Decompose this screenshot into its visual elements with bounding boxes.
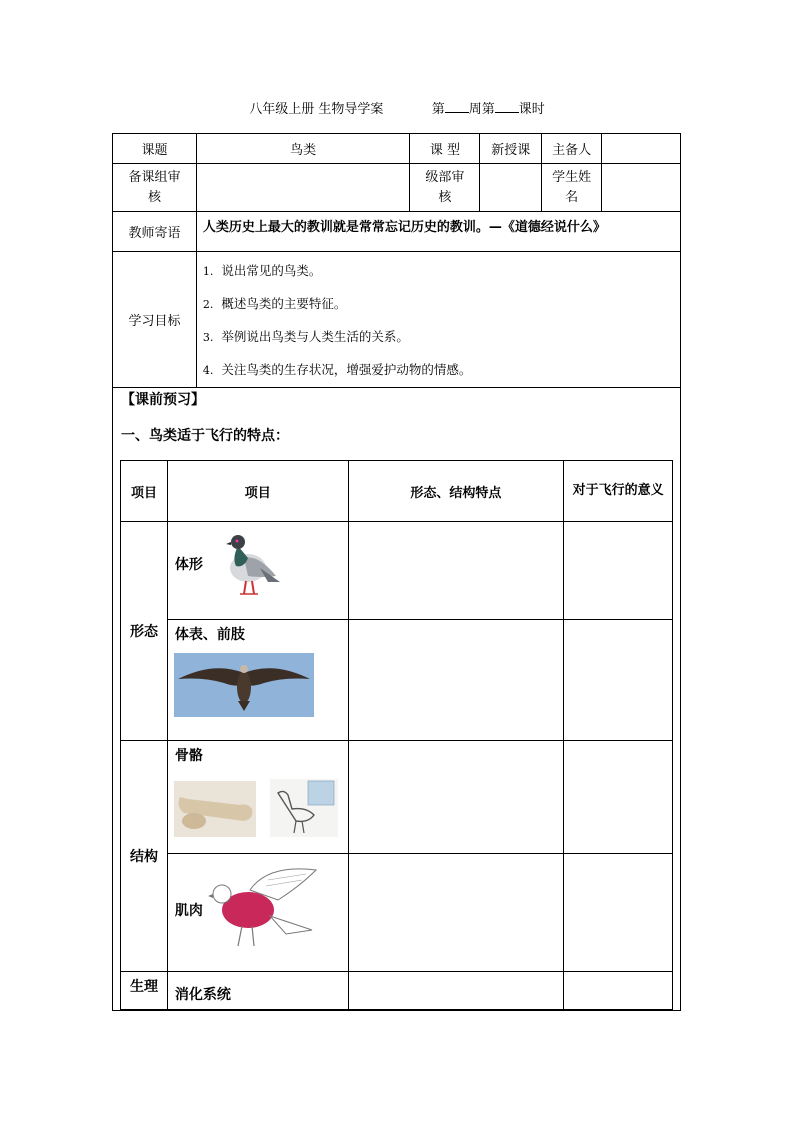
goal-item: 3. 举例说出鸟类与人类生活的关系。 xyxy=(202,328,409,344)
goal-item: 4. 关注鸟类的生存状况，增强爱护动物的情感。 xyxy=(202,361,472,377)
goals-cell xyxy=(196,252,680,388)
header-title: 八年级上册 生物导学案 xyxy=(249,102,384,117)
lesson-blank[interactable] xyxy=(495,100,519,113)
section-title: 【课前预习】 xyxy=(121,392,205,408)
muscle-diagram-icon xyxy=(208,860,320,952)
page-header xyxy=(0,98,794,117)
body-shape-features[interactable] xyxy=(348,522,564,620)
digestive-significance[interactable] xyxy=(564,972,673,1010)
goal-item: 2. 概述鸟类的主要特征。 xyxy=(202,295,347,311)
header-item-2: 项目 xyxy=(167,461,348,522)
topic-value: 鸟类 xyxy=(196,134,410,164)
lesson-info-table xyxy=(112,133,681,388)
category-physiology: 生理 xyxy=(121,972,168,1010)
review-label: 备课组审核 xyxy=(113,164,197,212)
student-field[interactable] xyxy=(602,164,681,212)
review-field[interactable] xyxy=(196,164,410,212)
week-mid: 周第 xyxy=(468,102,495,117)
goal-item: 1. 说出常见的鸟类。 xyxy=(202,262,322,278)
muscle-cell xyxy=(167,854,348,972)
body-surface-label: 体表、前肢 xyxy=(174,627,245,643)
header-item-1: 项目 xyxy=(121,461,168,522)
header-significance: 对于飞行的意义 xyxy=(564,461,673,522)
muscle-label: 肌肉 xyxy=(174,903,203,919)
skeleton-features[interactable] xyxy=(348,741,564,854)
goal-list xyxy=(197,254,680,386)
category-structure: 结构 xyxy=(121,741,168,972)
body-surface-significance[interactable] xyxy=(564,620,673,741)
subsection-title: 一、鸟类适于飞行的特点： xyxy=(121,428,289,444)
type-label: 课 型 xyxy=(410,134,480,164)
soaring-bird-icon xyxy=(174,653,314,717)
body-surface-cell xyxy=(167,620,348,741)
preparer-label: 主备人 xyxy=(542,134,602,164)
body-surface-features[interactable] xyxy=(348,620,564,741)
goals-label: 学习目标 xyxy=(113,252,197,388)
skeleton-cell xyxy=(167,741,348,854)
teacher-message: 人类历史上最大的教训就是常常忘记历史的教训。—《道德经说什么》 xyxy=(196,212,680,252)
week-suffix: 课时 xyxy=(518,102,545,117)
muscle-significance[interactable] xyxy=(564,854,673,972)
body-shape-significance[interactable] xyxy=(564,522,673,620)
flight-feature-table xyxy=(120,460,673,1010)
topic-label: 课题 xyxy=(113,134,197,164)
digestive-label: 消化系统 xyxy=(167,972,348,1010)
dept-field[interactable] xyxy=(480,164,542,212)
category-morphology: 形态 xyxy=(121,522,168,741)
muscle-features[interactable] xyxy=(348,854,564,972)
dept-label: 级部审核 xyxy=(410,164,480,212)
skeleton-significance[interactable] xyxy=(564,741,673,854)
week-prefix: 第 xyxy=(431,102,445,117)
skeleton-label: 骨骼 xyxy=(174,748,203,764)
digestive-features[interactable] xyxy=(348,972,564,1010)
bird-skeleton-icon xyxy=(270,779,338,837)
header-features: 形态、结构特点 xyxy=(348,461,564,522)
body-shape-label: 体形 xyxy=(174,557,203,573)
type-value: 新授课 xyxy=(480,134,542,164)
preparer-field[interactable] xyxy=(602,134,681,164)
week-blank[interactable] xyxy=(445,100,469,113)
bone-icon xyxy=(174,781,256,837)
student-label: 学生姓名 xyxy=(542,164,602,212)
message-label: 教师寄语 xyxy=(113,212,197,252)
pigeon-icon xyxy=(218,528,284,602)
body-shape-cell xyxy=(167,522,348,620)
